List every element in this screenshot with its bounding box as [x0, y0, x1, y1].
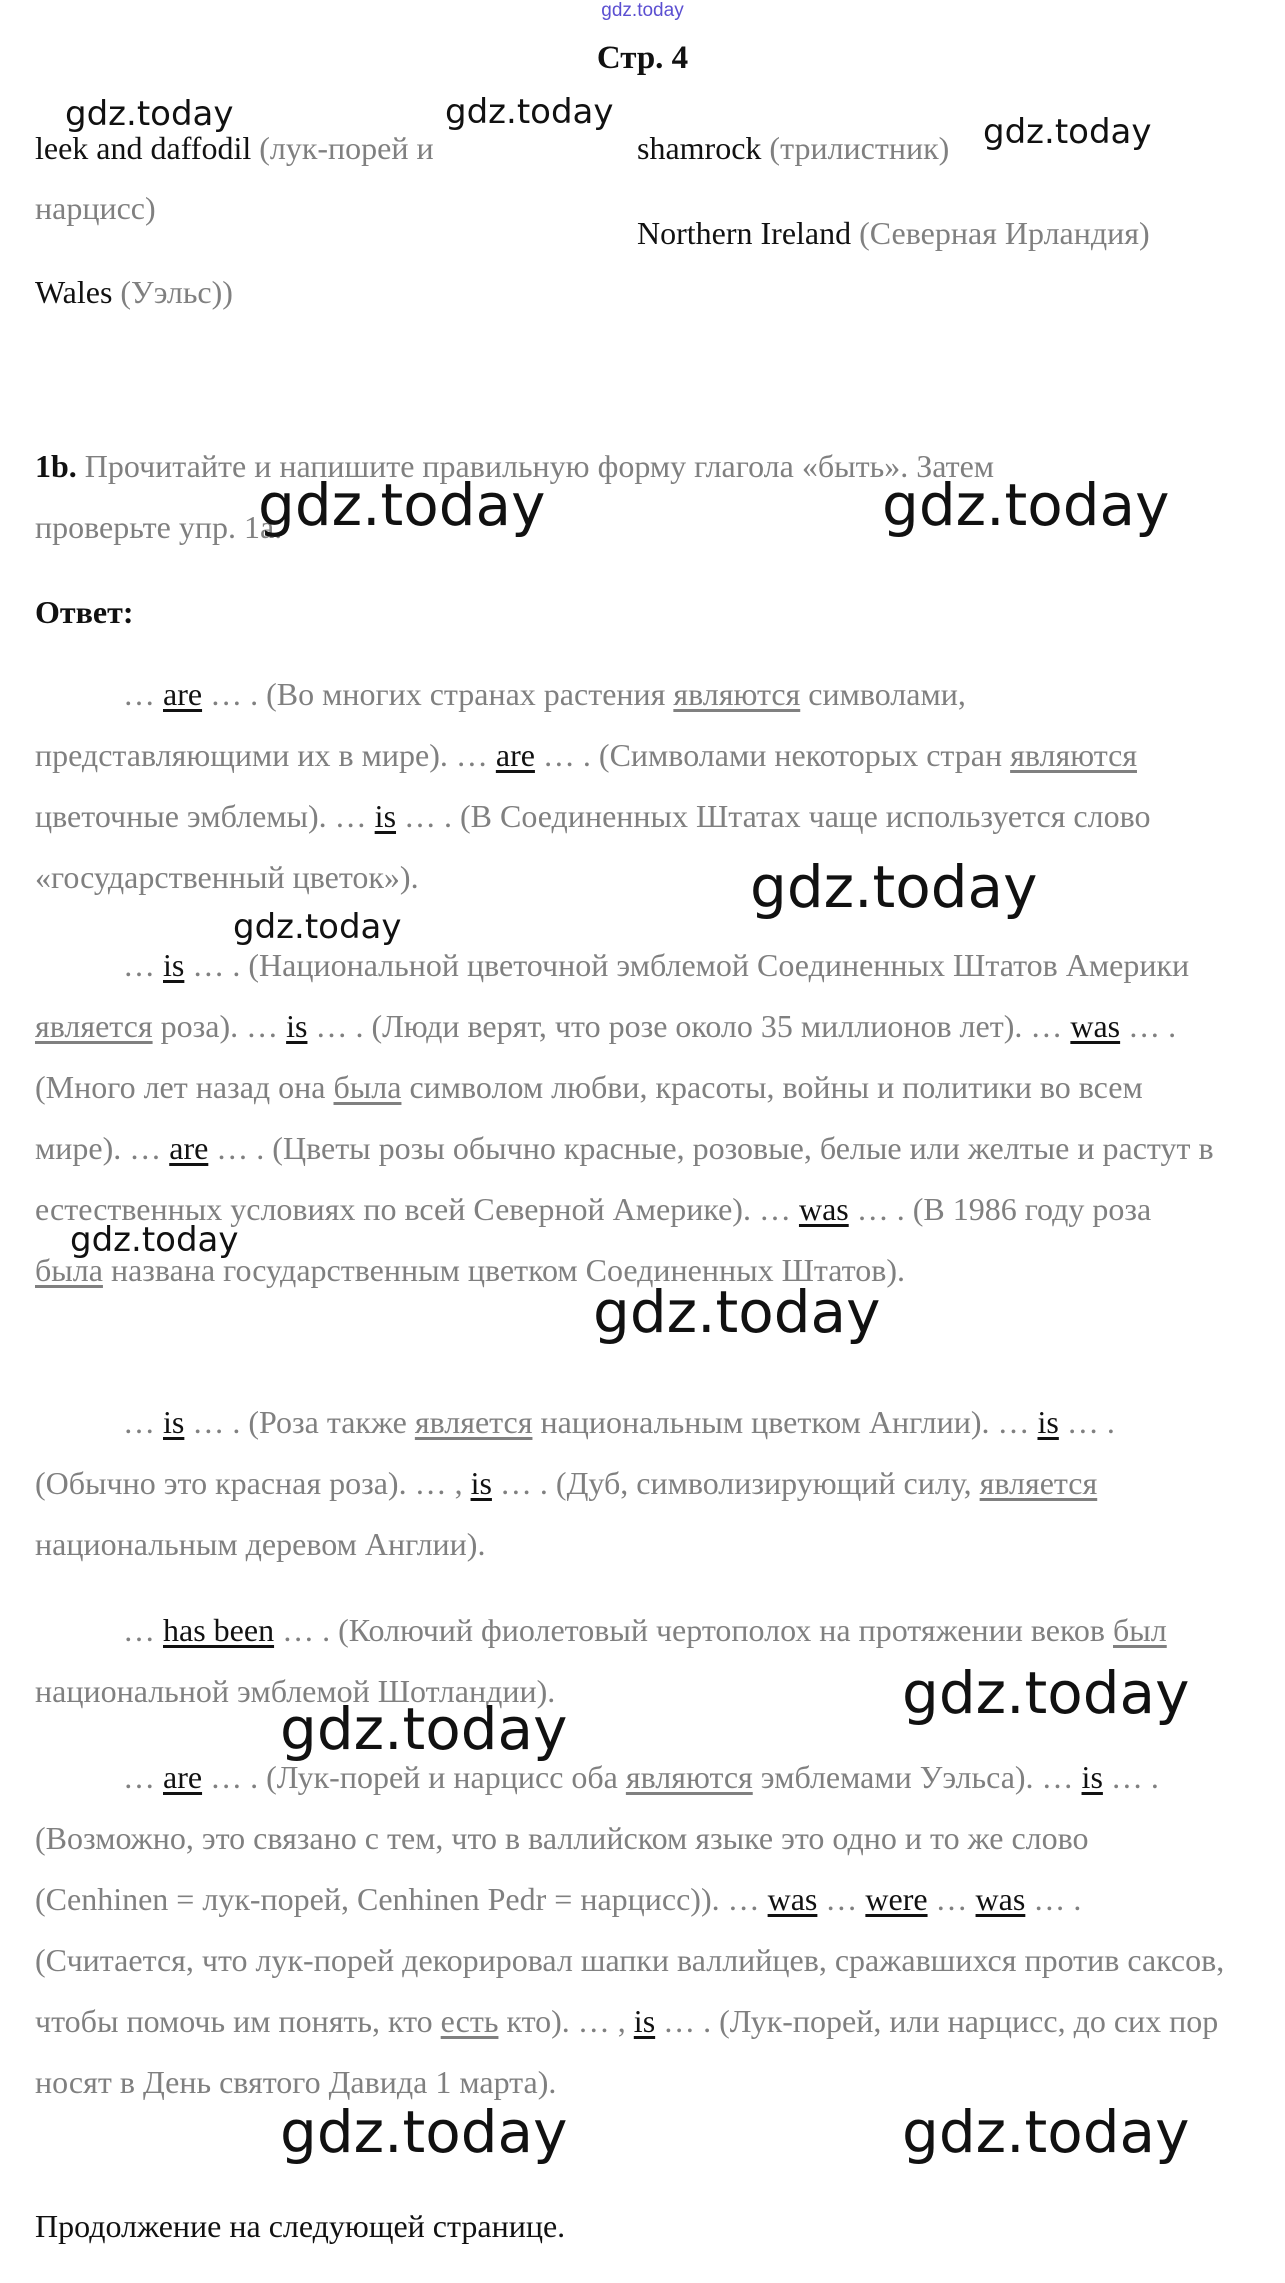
watermark: gdz.today — [65, 94, 234, 134]
vocab-item-leek-daffodil — [35, 118, 555, 238]
answer-label: Ответ: — [35, 594, 134, 630]
answer-verb: is — [1081, 1759, 1103, 1795]
answer-verb: were — [865, 1881, 928, 1917]
vocab-translation: (Уэльс)) — [120, 274, 233, 310]
vocab-translation: (трилистник) — [769, 130, 950, 166]
vocab-translation: (лук-порей и — [259, 130, 434, 166]
answer-verb: is — [1037, 1404, 1059, 1440]
vocab-item-shamrock — [637, 118, 949, 178]
answer-paragraph-2: … is … . (Национальной цветочной эмблемой Соединенных Штатов Америки является роза). … is … . (Люди верят, что розе около 35 миллионов лет). … was … . (Много лет назад она была символом любви, красоты, войны и политики во всем мире). … are … . (Цветы розы обычно красные, розовые, белые или желтые и растут в естественных условиях по всей Северной Америке). … was … . (В 1986 году роза была названа государственным цветком Соединенных Штатов). — [35, 947, 1214, 1288]
vocab-term: leek and daffodil — [35, 130, 252, 166]
answer-paragraph-1: … are … . (Во многих странах растения являются символами, представляющими их в мире). … are … . (Символами некоторых стран являются цветочные эмблемы). … is … . (В Соединенных Штатах чаще используется слово «государственный цветок»). — [35, 676, 1151, 895]
answer-verb: is — [633, 2003, 656, 2039]
answer-verb: is — [470, 1465, 492, 1501]
answer-verb: are — [169, 1130, 209, 1166]
watermark: gdz.today — [233, 907, 402, 947]
answer-verb: are — [163, 676, 203, 712]
answer-verb: is — [163, 1404, 185, 1440]
watermark: gdz.today — [902, 1659, 1190, 1727]
answer-verb: was — [767, 1881, 818, 1917]
answer-paragraph-5: … are … . (Лук-порей и нарцисс оба являются эмблемами Уэльса). … is … . (Возможно, это связано с тем, что в валлийском языке это одно и то же слово (Cenhinen = лук-порей, Cenhinen Pedr = нарцисс)). … was … were … was … . (Считается, что лук-порей декорировал шапки валлийцев, сражавшихся против саксов, чтобы помочь им понять, кто есть кто). … , is … . (Лук-порей, или нарцисс, до сих пор носят в День святого Давида 1 марта). — [35, 1759, 1225, 2100]
vocab-term: Wales — [35, 274, 113, 310]
watermark: gdz.today — [280, 1695, 568, 1763]
site-mark: gdz.today — [601, 0, 684, 21]
answer-verb: was — [975, 1881, 1026, 1917]
watermark: gdz.today — [983, 112, 1152, 152]
answer-verb: are — [163, 1759, 203, 1795]
answer-paragraph-3: … is … . (Роза также является национальным цветком Англии). … is … . (Обычно это красная роза). … , is … . (Дуб, символизирующий силу, является национальным деревом Англии). — [35, 1404, 1115, 1562]
vocab-translation: (Северная Ирландия) — [859, 215, 1150, 251]
vocab-term: shamrock — [637, 130, 762, 166]
answer-verb: was — [1070, 1008, 1121, 1044]
vocab-item-northern-ireland — [637, 203, 1150, 263]
watermark: gdz.today — [280, 2098, 568, 2166]
vocab-translation-cont: нарцисс) — [35, 190, 156, 226]
task-number: 1b. — [35, 448, 77, 484]
watermark: gdz.today — [70, 1220, 239, 1260]
continuation-note: Продолжение на следующей странице. — [35, 2208, 566, 2244]
vocab-term: Northern Ireland — [637, 215, 852, 251]
watermark: gdz.today — [593, 1278, 881, 1346]
task-instruction: 1b. Прочитайте и напишите правильную форму глагола «быть». Затем проверьте упр. 1a. — [35, 448, 995, 545]
answer-verb: is — [374, 798, 397, 834]
answer-verb: are — [495, 737, 535, 773]
watermark: gdz.today — [902, 2098, 1190, 2166]
vocab-item-wales — [35, 262, 233, 322]
answer-verb: has been — [163, 1612, 275, 1648]
answer-verb: is — [286, 1008, 308, 1044]
answer-paragraph-4: … has been … . (Колючий фиолетовый чертополох на протяжении веков был национальной эмблемой Шотландии). — [35, 1612, 1167, 1709]
answer-verb: was — [798, 1191, 849, 1227]
watermark: gdz.today — [445, 92, 614, 132]
watermark: gdz.today — [882, 471, 1170, 539]
page-title: Стр. 4 — [596, 40, 689, 76]
answer-verb: is — [163, 947, 185, 983]
watermark: gdz.today — [258, 471, 546, 539]
watermark: gdz.today — [750, 853, 1038, 921]
